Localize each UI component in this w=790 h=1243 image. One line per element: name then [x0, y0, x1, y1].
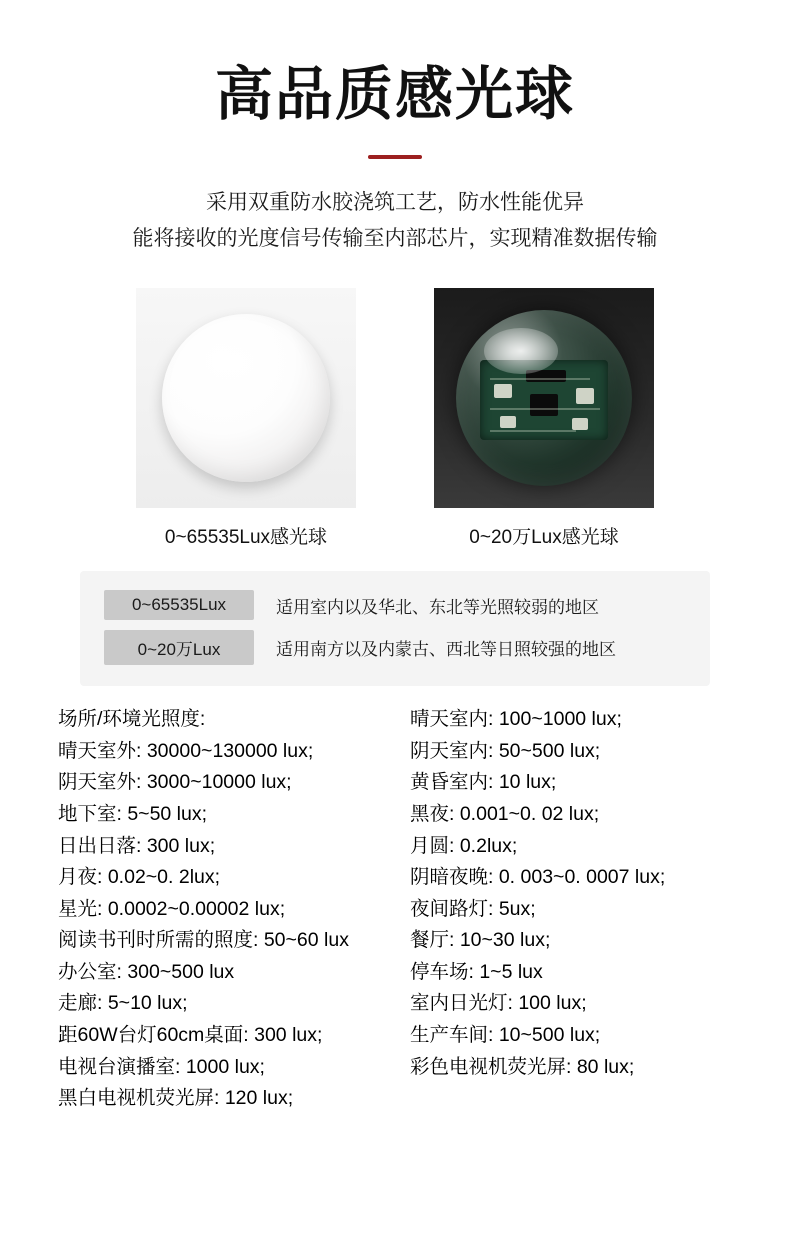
lux-line: 星光: 0.0002~0.00002 lux; [58, 897, 286, 920]
lux-line: 黑夜: 0.001~0. 02 lux; [410, 802, 600, 825]
subtitle-line-1: 采用双重防水胶浇筑工艺，防水性能优异 [206, 190, 584, 214]
lux-line: 走廊: 5~10 lux; [58, 992, 188, 1015]
lux-line: 夜间路灯: 5ux; [410, 897, 536, 920]
lux-line: 阅读书刊时所需的照度: 50~60 lux [58, 929, 349, 952]
lux-line: 阴暗夜晚: 0. 003~0. 0007 lux; [410, 866, 666, 889]
subtitle-block [0, 185, 790, 259]
lux-line: 月圆: 0.2lux; [410, 834, 518, 857]
lux-line: 电视台演播室: 1000 lux; [58, 1055, 265, 1078]
lux-column-right [394, 704, 736, 1115]
lux-line: 餐厅: 10~30 lux; [410, 929, 551, 952]
lux-column-left [58, 704, 384, 1115]
photo-caption-1: 0~65535Lux感光球 [164, 527, 328, 549]
lux-line: 日出日落: 300 lux; [58, 834, 216, 857]
product-image-pcb-ball [434, 288, 654, 508]
lux-line: 黄昏室内: 10 lux; [410, 771, 557, 794]
lux-line: 办公室: 300~500 lux [58, 960, 235, 983]
lux-line: 室内日光灯: 100 lux; [410, 992, 587, 1015]
legend-tag-65535: 0~65535Lux [104, 590, 254, 620]
pcb-board-icon [480, 360, 608, 440]
white-dome-ball-icon [162, 314, 330, 482]
lux-line: 黑白电视机荧光屏: 120 lux; [58, 1087, 294, 1110]
photo-caption-2: 0~20万Lux感光球 [469, 527, 619, 549]
lux-line: 晴天室内: 100~1000 lux; [410, 708, 622, 731]
lux-reference-table [0, 704, 790, 1115]
lux-line: 场所/环境光照度: [58, 708, 206, 731]
product-detail-page [0, 62, 790, 1243]
model-legend-panel [80, 571, 710, 686]
page-title: 高品质感光球 [214, 62, 575, 127]
legend-text-200000: 适用南方以及内蒙古、西北等日照较强的地区 [276, 640, 616, 660]
photo-block-white-ball [136, 288, 356, 549]
legend-row [80, 585, 710, 625]
lux-line: 阴天室内: 50~500 lux; [410, 739, 601, 762]
legend-text-65535: 适用室内以及华北、东北等光照较弱的地区 [276, 597, 599, 617]
legend-row [80, 625, 710, 670]
photo-block-pcb-ball [434, 288, 654, 549]
legend-tag-200000: 0~20万Lux [104, 630, 254, 665]
product-photo-gallery [0, 288, 790, 549]
lux-line: 阴天室外: 3000~10000 lux; [58, 771, 292, 794]
dome-highlight [484, 328, 558, 374]
lux-line: 地下室: 5~50 lux; [58, 802, 208, 825]
lux-line: 月夜: 0.02~0. 2lux; [58, 866, 221, 889]
lux-line: 生产车间: 10~500 lux; [410, 1023, 601, 1046]
title-divider [368, 155, 422, 159]
lux-line: 距60W台灯60cm桌面: 300 lux; [58, 1023, 323, 1046]
transparent-dome-ball-icon [456, 310, 632, 486]
product-image-white-ball [136, 288, 356, 508]
subtitle-line-2: 能将接收的光度信号传输至内部芯片，实现精准数据传输 [132, 227, 658, 251]
lux-line: 彩色电视机荧光屏: 80 lux; [410, 1055, 635, 1078]
lux-line: 停车场: 1~5 lux [410, 960, 543, 983]
lux-line: 晴天室外: 30000~130000 lux; [58, 739, 314, 762]
